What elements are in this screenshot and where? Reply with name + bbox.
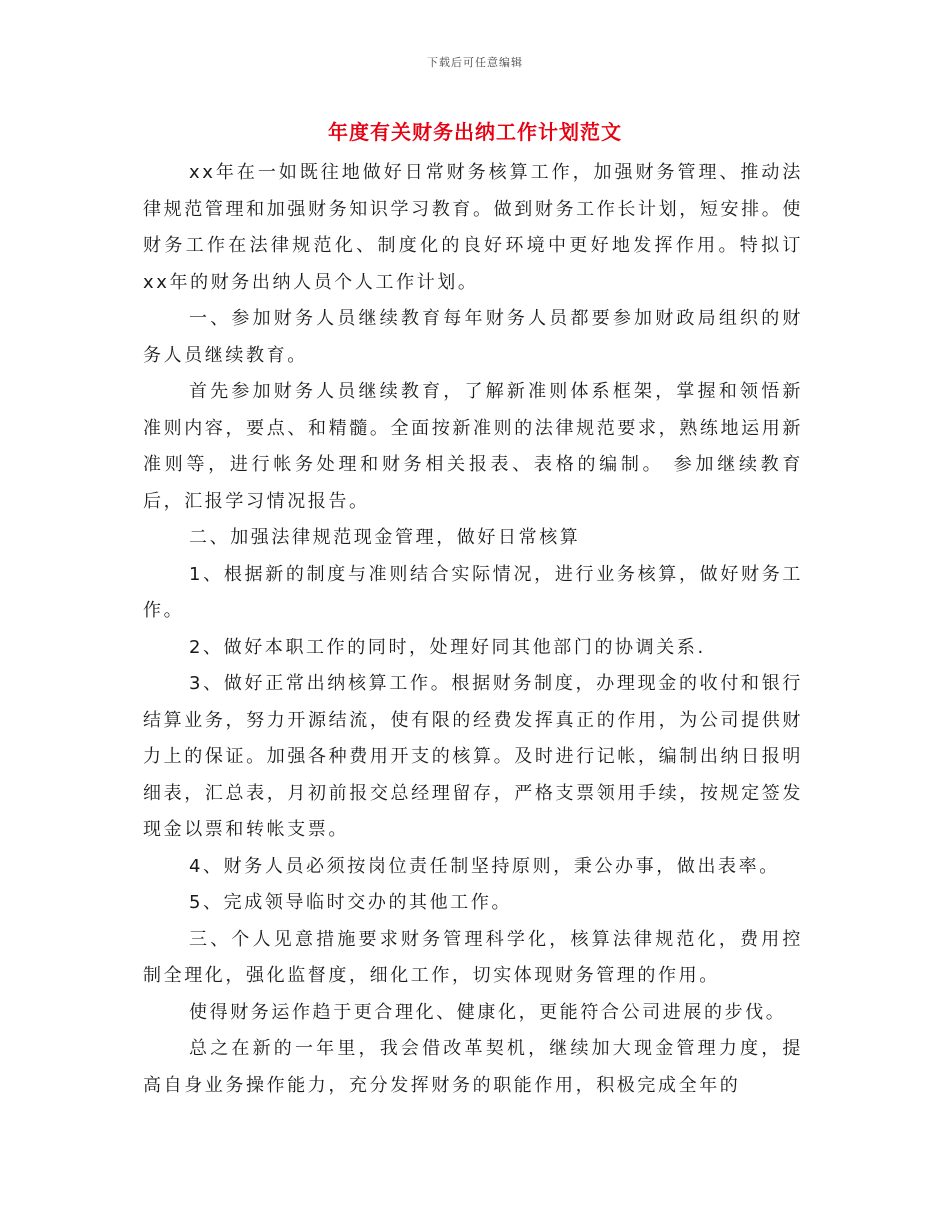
paragraph: 一、参加财务人员继续教育每年财务人员都要参加财政局组织的财务人员继续教育。 [143, 308, 803, 366]
paragraph: 4、财务人员必须按岗位责任制坚持原则，秉公办事，做出表率。 [189, 855, 780, 877]
paragraph: xx年在一如既往地做好日常财务核算工作，加强财务管理、推动法律规范管理和加强财务知识学习教育。做到财务工作长计划，短安排。使财务工作在法律规范化、制度化的良好环境中更好地发挥作用。特拟订xx年的财务出纳人员个人工作计划。 [143, 162, 803, 293]
paragraph: 二、加强法律规范现金管理，做好日常核算 [189, 527, 581, 548]
document-body [143, 155, 803, 1104]
paragraph: 5、完成领导临时交办的其他工作。 [189, 892, 513, 913]
paragraph: 3、做好正常出纳核算工作。根据财务制度，办理现金的收付和银行结算业务，努力开源结流，使有限的经费发挥真正的作用，为公司提供财力上的保证。加强各种费用开支的核算。及时进行记帐，编制出纳日报明细表，汇总表，月初前报交总经理留存，严格支票领用手续，按规定签发现金以票和转帐支票。 [143, 673, 803, 840]
document-title: 年度有关财务出纳工作计划范文 [328, 120, 622, 144]
paragraph: 1、根据新的制度与准则结合实际情况，进行业务核算，做好财务工作。 [143, 563, 803, 621]
paragraph: 三、个人见意措施要求财务管理科学化，核算法律规范化，费用控制全理化，强化监督度，细化工作，切实体现财务管理的作用。 [143, 928, 803, 986]
paragraph: 总之在新的一年里，我会借改革契机，继续加大现金管理力度，提高自身业务操作能力，充分发挥财务的职能作用，积极完成全年的 [143, 1038, 803, 1096]
paragraph: 2、做好本职工作的同时，处理好同其他部门的协调关系. [189, 636, 706, 658]
paragraph: 使得财务运作趋于更合理化、健康化，更能符合公司进展的步伐。 [189, 1001, 787, 1023]
paragraph: 首先参加财务人员继续教育，了解新准则体系框架，掌握和领悟新准则内容，要点、和精髓。全面按新准则的法律规范要求，熟练地运用新准则等，进行帐务处理和财务相关报表、表格的编制。 参加继续教育后，汇报学习情况报告。 [143, 381, 803, 512]
page-header-note: 下载后可任意编辑 [427, 56, 523, 69]
